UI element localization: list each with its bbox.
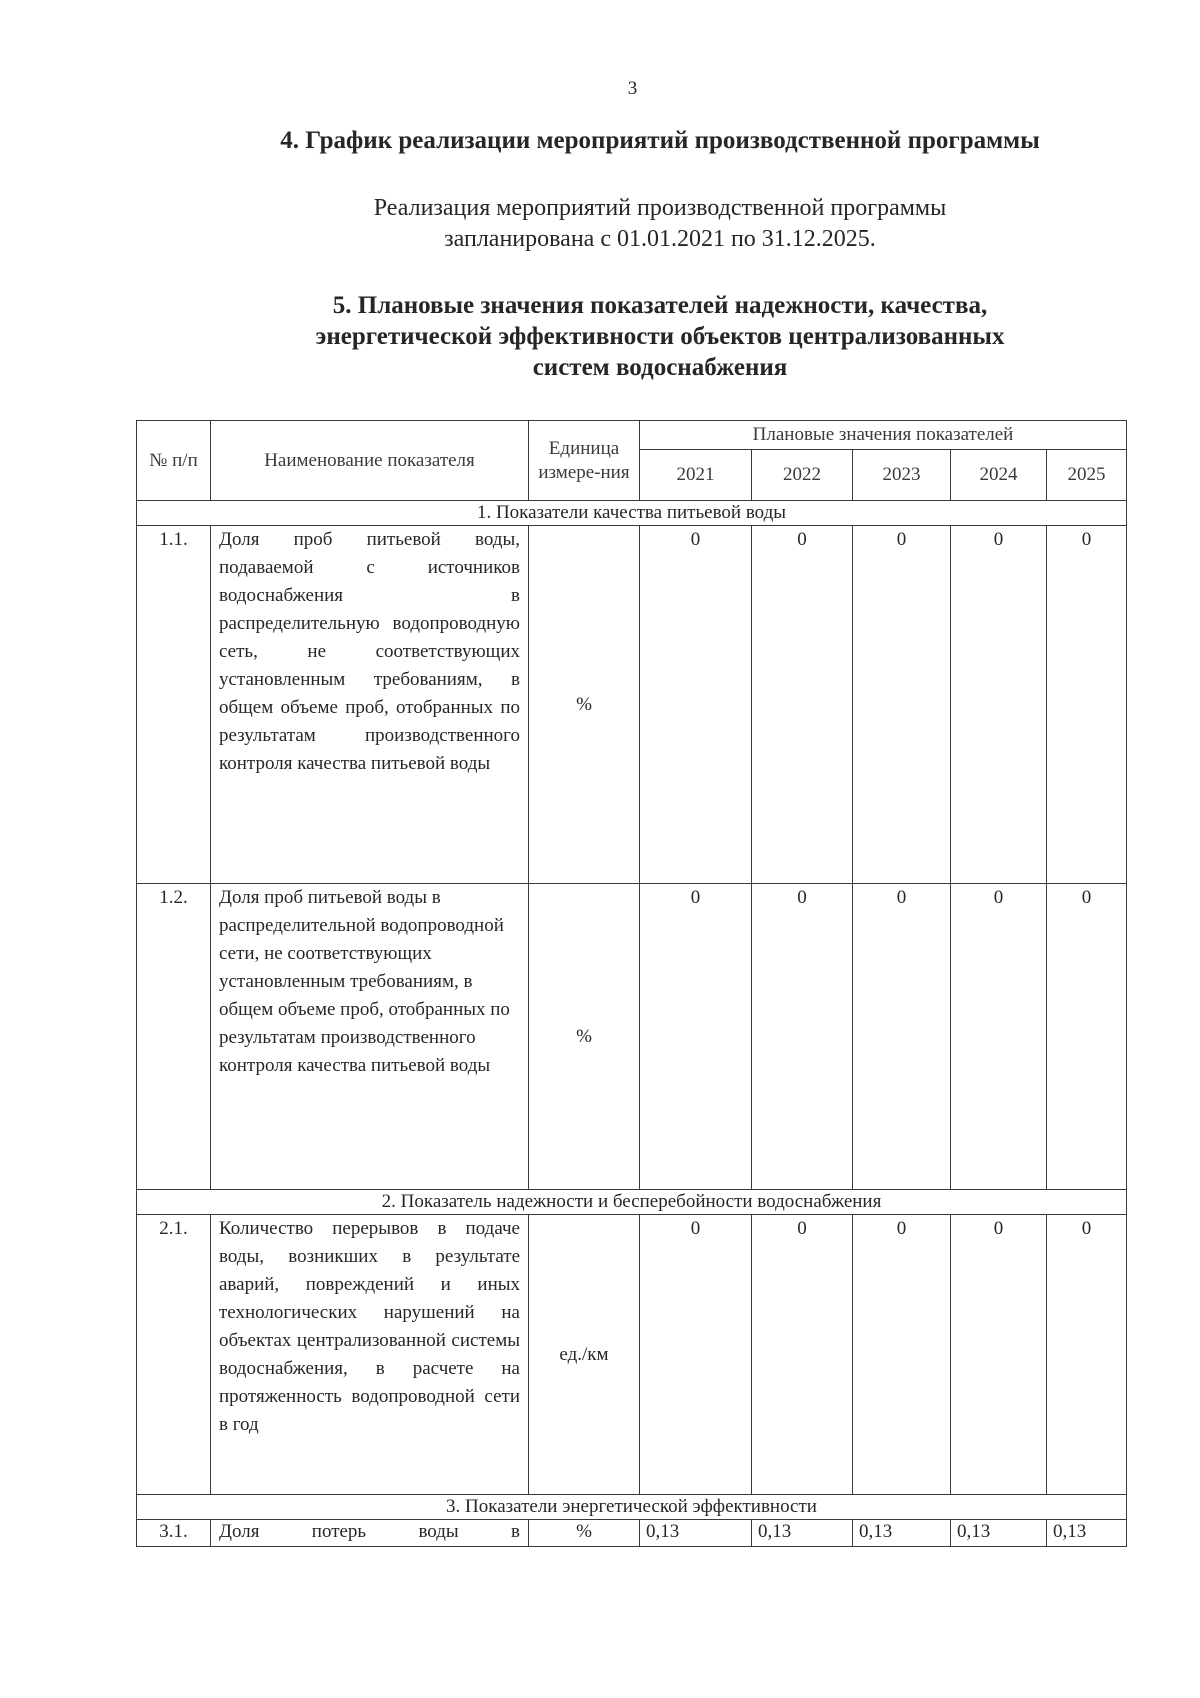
section-4-text — [160, 193, 1160, 255]
section-row — [137, 501, 1127, 526]
value-cell: 0 — [640, 526, 752, 884]
value-cell: 0 — [853, 884, 951, 1190]
value-cell: 0,13 — [1047, 1520, 1127, 1547]
value-cell: 0,13 — [853, 1520, 951, 1547]
table-row — [137, 1215, 1127, 1495]
header-unit: Единица измере-ния — [529, 421, 640, 501]
header-planned-values: Плановые значения показателей — [640, 421, 1127, 450]
header-name: Наименование показателя — [211, 421, 529, 501]
section-4-text-line-1: Реализация мероприятий производственной программы — [373, 195, 947, 221]
section-5-title-line-3: систем водоснабжения — [532, 354, 788, 381]
value-cell: 0 — [640, 884, 752, 1190]
row-number: 3.1. — [137, 1520, 211, 1547]
section-title: 1. Показатели качества питьевой воды — [137, 501, 1127, 526]
value-cell: 0,13 — [752, 1520, 853, 1547]
value-cell: 0 — [951, 526, 1047, 884]
value-cell: 0 — [1047, 1215, 1127, 1495]
row-number: 1.2. — [137, 884, 211, 1190]
section-5-title-line-2: энергетической эффективности объектов централизованных — [315, 323, 1005, 350]
section-title: 2. Показатель надежности и бесперебойности водоснабжения — [137, 1190, 1127, 1215]
value-cell: 0 — [951, 884, 1047, 1190]
header-year: 2022 — [752, 450, 853, 501]
header-year: 2025 — [1047, 450, 1127, 501]
header-year: 2024 — [951, 450, 1047, 501]
header-year: 2021 — [640, 450, 752, 501]
value-cell: 0,13 — [640, 1520, 752, 1547]
table-row — [137, 884, 1127, 1190]
value-cell: 0 — [752, 1215, 853, 1495]
section-4-text-line-2: запланирована с 01.01.2021 по 31.12.2025. — [444, 226, 876, 252]
section-5-title-line-1: 5. Плановые значения показателей надежности, качества, — [332, 292, 988, 319]
value-cell: 0 — [1047, 884, 1127, 1190]
page-number: 3 — [627, 78, 638, 99]
value-cell: 0 — [853, 526, 951, 884]
section-4-title: 4. График реализации мероприятий производственной программы — [280, 127, 1040, 154]
unit-cell: ед./км — [529, 1215, 640, 1495]
value-cell: 0 — [1047, 526, 1127, 884]
indicator-name: Доля проб питьевой воды в распределительной водопроводной сети, не соответствующих установленным требованиям, в общем объеме проб, отобранных по результатам производственного контроля качества питьевой воды — [211, 884, 529, 1190]
indicator-name: Доля потерь воды в — [211, 1520, 529, 1547]
table-row — [137, 526, 1127, 884]
section-5-title — [160, 290, 1160, 383]
value-cell: 0 — [951, 1215, 1047, 1495]
indicator-name: Доля проб питьевой воды, подаваемой с источников водоснабжения в распределительную водопроводную сеть, не соответствующих установленным требованиям, в общем объеме проб, отобранных по результатам производственного контроля качества питьевой воды — [211, 526, 529, 884]
value-cell: 0 — [640, 1215, 752, 1495]
table-row — [137, 1520, 1127, 1547]
value-cell: 0,13 — [951, 1520, 1047, 1547]
unit-cell: % — [529, 884, 640, 1190]
value-cell: 0 — [752, 884, 853, 1190]
indicator-name: Количество перерывов в подаче воды, возникших в результате аварий, повреждений и иных технологических нарушений на объектах централизованной системы водоснабжения, в расчете на протяженность водопроводной сети в год — [211, 1215, 529, 1495]
unit-cell: % — [529, 1520, 640, 1547]
indicators-table — [136, 420, 1127, 1547]
unit-cell: % — [529, 526, 640, 884]
header-num: № п/п — [137, 421, 211, 501]
section-title: 3. Показатели энергетической эффективности — [137, 1495, 1127, 1520]
header-row-1 — [137, 421, 1127, 450]
row-number: 1.1. — [137, 526, 211, 884]
section-row — [137, 1190, 1127, 1215]
row-number: 2.1. — [137, 1215, 211, 1495]
value-cell: 0 — [853, 1215, 951, 1495]
header-year: 2023 — [853, 450, 951, 501]
value-cell: 0 — [752, 526, 853, 884]
section-row — [137, 1495, 1127, 1520]
